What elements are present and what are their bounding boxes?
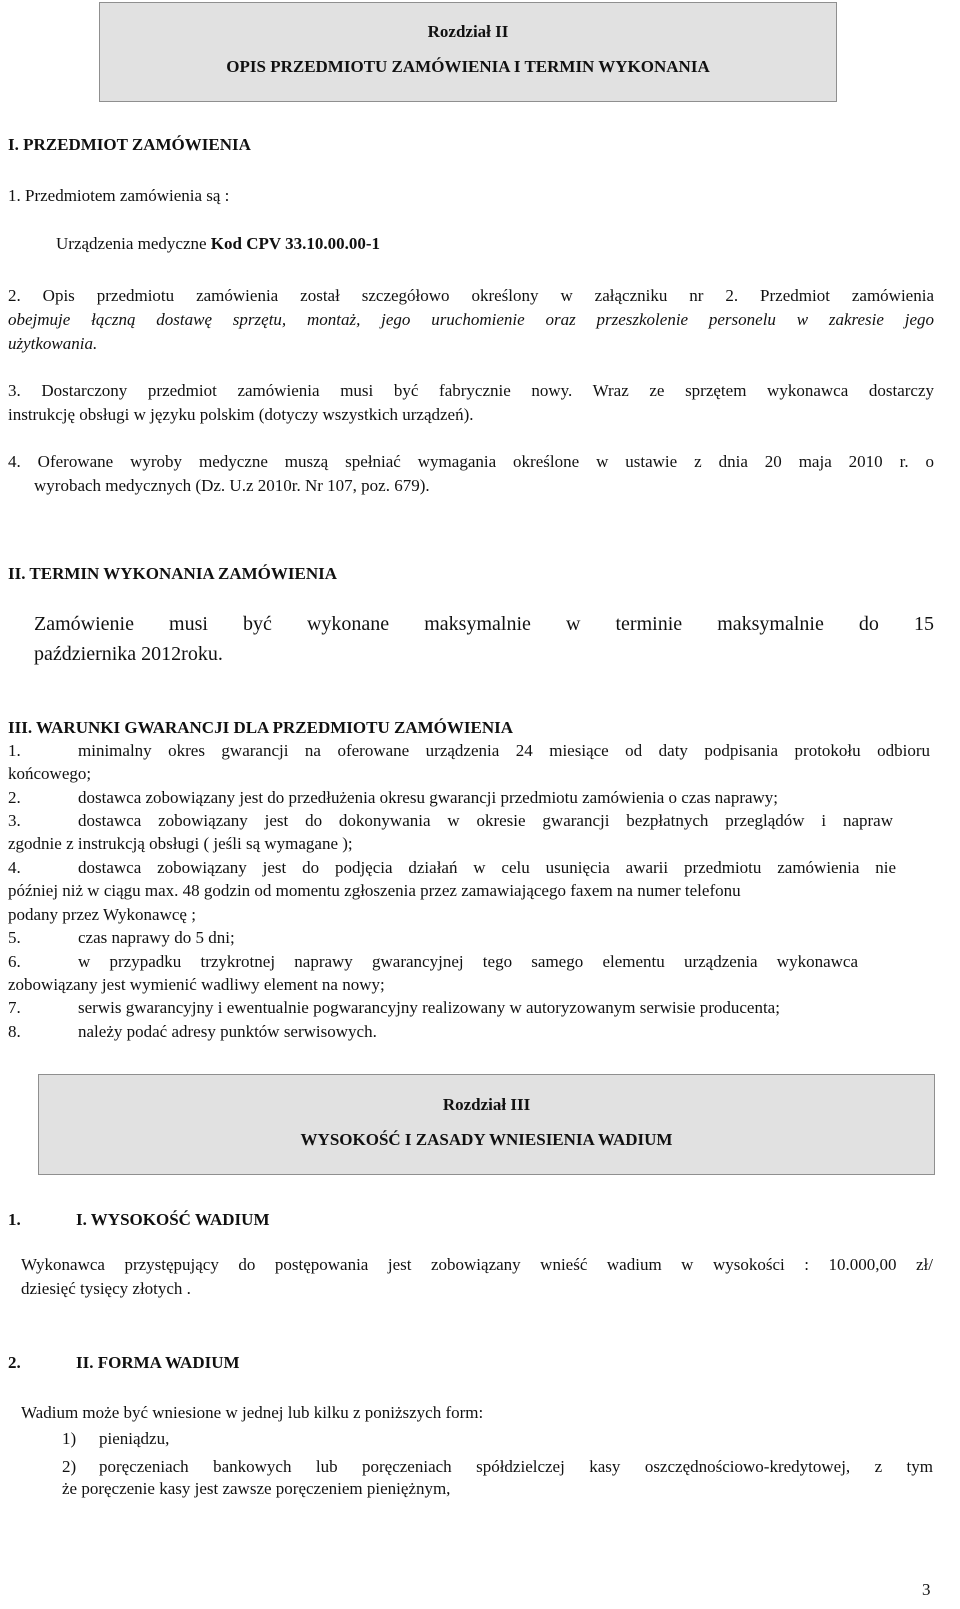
warranty-item-2-line-1: dostawca zobowiązany jest do przedłużenia okresu gwarancji przedmiotu zamówienia o czas naprawy;	[78, 788, 779, 807]
paragraph-3-line-2: instrukcję obsługi w języku polskim (dotyczy wszystkich urządzeń).	[8, 405, 474, 424]
wadium-line-1: Wykonawca przystępujący do postępowania jest zobowiązany wnieść wadium w wysokości : 10.000,00 zł/	[21, 1255, 933, 1274]
item-number: 3.	[8, 811, 21, 830]
forma-intro: Wadium może być wniesione w jednej lub kilku z poniższych form:	[21, 1403, 484, 1422]
sub-text: Urządzenia medyczne	[56, 234, 211, 253]
paragraph-2-line-3: użytkowania.	[8, 334, 98, 353]
section-heading-przedmiot: I. PRZEDMIOT ZAMÓWIENIA	[8, 135, 251, 154]
wadium-heading: I. WYSOKOŚĆ WADIUM	[76, 1210, 270, 1229]
item-number: 1.	[8, 741, 21, 760]
wadium-line-2: dziesięć tysięcy złotych .	[21, 1279, 191, 1298]
warranty-item-3-line-2: zgodnie z instrukcją obsługi ( jeśli są wymagane );	[8, 834, 353, 853]
chapter-subtitle: OPIS PRZEDMIOTU ZAMÓWIENIA I TERMIN WYKONANIA	[226, 57, 710, 76]
item-number: 7.	[8, 998, 21, 1017]
item-number: 6.	[8, 952, 21, 971]
forma-item-2-line-1: poręczeniach bankowych lub poręczeniach spółdzielczej kasy oszczędnościowo-kredytowej, z tym	[99, 1457, 933, 1476]
warranty-item-1-line-2: końcowego;	[8, 764, 92, 783]
warranty-item-3-line-1: dostawca zobowiązany jest do dokonywania w okresie gwarancji bezpłatnych przeglądów i napraw	[78, 811, 893, 830]
item-number: 5.	[8, 928, 21, 947]
forma-item-2-line-2: że poręczenie kasy jest zawsze poręczeniem pieniężnym,	[62, 1479, 451, 1498]
chapter-title: Rozdział III	[442, 1095, 531, 1114]
forma-heading: II. FORMA WADIUM	[76, 1353, 240, 1372]
paragraph-3-line-1: 3. Dostarczony przedmiot zamówienia musi być fabrycznie nowy. Wraz ze sprzętem wykonawca dostarczy	[8, 381, 934, 400]
chapter-header-box-2	[99, 2, 837, 102]
paragraph-2-line-2: obejmuje łączną dostawę sprzętu, montaż, jego uruchomienie oraz przeszkolenie personelu w zakresie jego	[8, 310, 934, 329]
chapter-subtitle: WYSOKOŚĆ I ZASADY WNIESIENIA WADIUM	[300, 1130, 673, 1149]
wadium-heading-number: 1.	[8, 1210, 21, 1229]
paragraph-1: 1. Przedmiotem zamówienia są :	[8, 186, 230, 205]
item-number: 4.	[8, 858, 21, 877]
warranty-item-4-line-3: podany przez Wykonawcę ;	[8, 905, 196, 924]
warranty-item-5-line-1: czas naprawy do 5 dni;	[78, 928, 235, 947]
section-heading-termin: II. TERMIN WYKONANIA ZAMÓWIENIA	[8, 564, 338, 583]
cpv-code: Kod CPV 33.10.00.00-1	[210, 234, 381, 253]
chapter-header-box-3	[38, 1074, 935, 1175]
forma-item-number: 2)	[62, 1457, 77, 1476]
page-number: 3	[922, 1580, 931, 1599]
forma-item-1: pieniądzu,	[99, 1429, 170, 1448]
paragraph-2-line-1: 2. Opis przedmiotu zamówienia został szczegółowo określony w załączniku nr 2. Przedmiot zamówienia	[8, 286, 934, 305]
warranty-item-7-line-1: serwis gwarancyjny i ewentualnie pogwarancyjny realizowany w autoryzowanym serwisie producenta;	[78, 998, 780, 1017]
warranty-item-4-line-2: później niż w ciągu max. 48 godzin od momentu zgłoszenia przez zamawiającego faxem na numer telefonu	[8, 881, 741, 900]
item-number: 8.	[8, 1022, 21, 1041]
termin-line-2: października 2012roku.	[34, 643, 223, 665]
warranty-item-1-line-1: minimalny okres gwarancji na oferowane urządzenia 24 miesiące od daty podpisania protokołu odbioru	[78, 741, 930, 760]
item-number: 2.	[8, 788, 21, 807]
section-heading-gwarancja: III. WARUNKI GWARANCJI DLA PRZEDMIOTU ZAMÓWIENIA	[8, 718, 514, 737]
forma-heading-number: 2.	[8, 1353, 21, 1372]
forma-item-number: 1)	[62, 1429, 77, 1448]
paragraph-1-sub	[56, 234, 380, 254]
warranty-item-6-line-1: w przypadku trzykrotnej naprawy gwarancyjnej tego samego elementu urządzenia wykonawca	[78, 952, 858, 971]
warranty-item-6-line-2: zobowiązany jest wymienić wadliwy element na nowy;	[8, 975, 385, 994]
warranty-item-4-line-1: dostawca zobowiązany jest do podjęcia działań w celu usunięcia awarii przedmiotu zamówienia nie	[78, 858, 896, 877]
chapter-title: Rozdział II	[427, 22, 509, 41]
warranty-item-8-line-1: należy podać adresy punktów serwisowych.	[78, 1022, 377, 1041]
paragraph-4-line-2: wyrobach medycznych (Dz. U.z 2010r. Nr 107, poz. 679).	[34, 476, 430, 495]
paragraph-4-line-1: 4. Oferowane wyroby medyczne muszą spełniać wymagania określone w ustawie z dnia 20 maja 2010 r. o	[8, 452, 934, 471]
termin-line-1: Zamówienie musi być wykonane maksymalnie w terminie maksymalnie do 15	[34, 613, 934, 635]
